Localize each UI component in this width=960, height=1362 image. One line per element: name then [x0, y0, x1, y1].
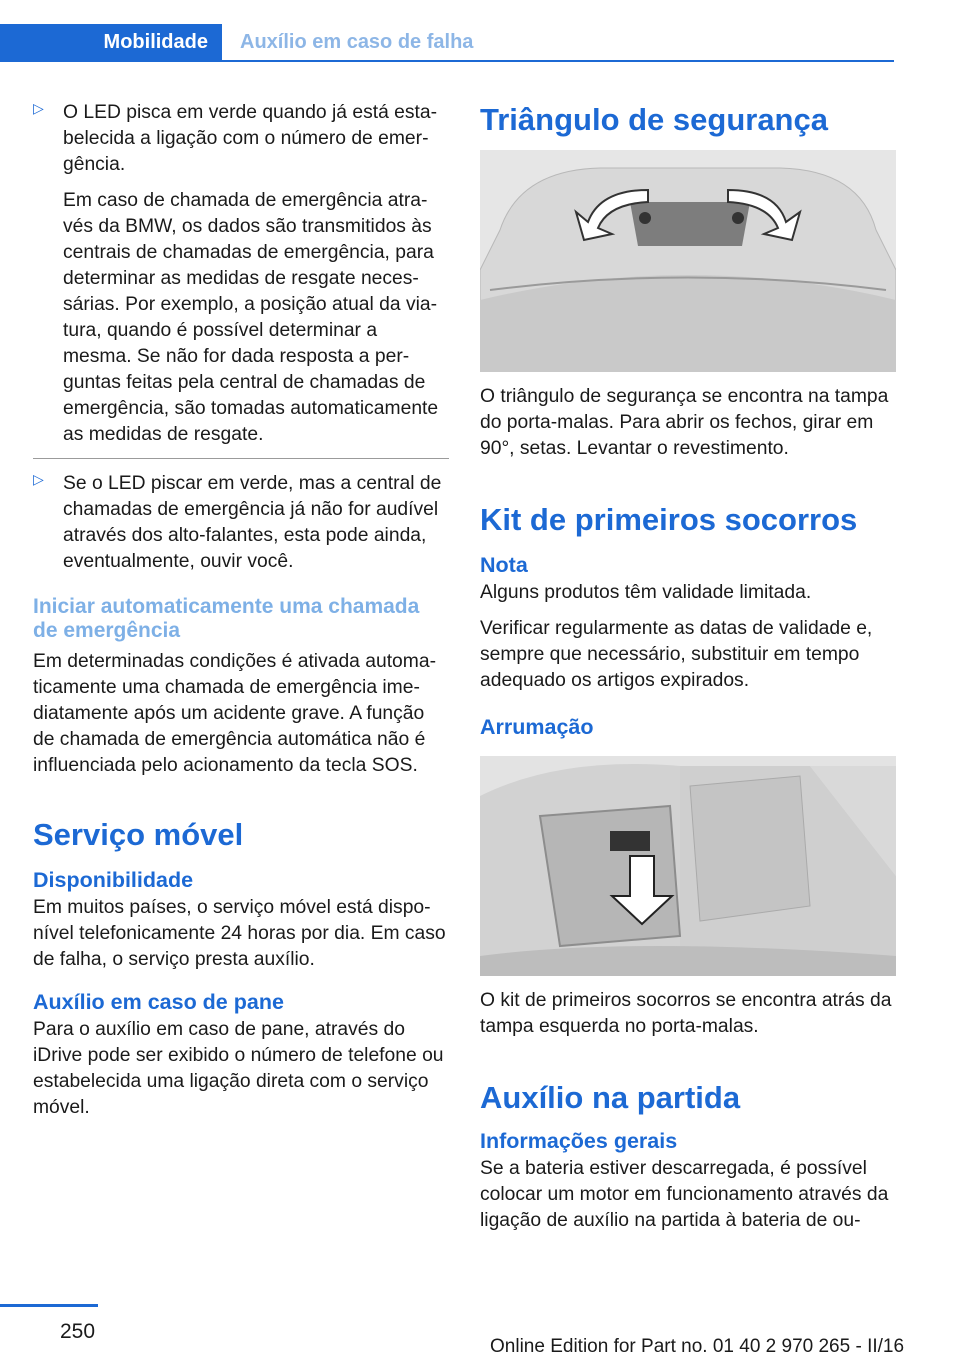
edition-note: Online Edition for Part no. 01 40 2 970 265 - II/16	[490, 1336, 905, 1357]
bullet-text: O LED pisca em verde quando já está estabelecida a ligação com o número de emergência.	[63, 102, 438, 175]
first-aid-text: O kit de primeiros socorros se encontra atrás da tampa esquerda no porta-malas.	[480, 990, 892, 1037]
note-text-1: Alguns produtos têm validade limitada.	[480, 582, 812, 603]
first-aid-title: Kit de primeiros socorros	[480, 502, 858, 537]
section-tab	[0, 24, 222, 62]
trunk-compartment-image	[480, 756, 896, 976]
storage-heading: Arrumação	[480, 715, 594, 739]
breakdown-text: Para o auxílio em caso de pane, através do iDrive pode ser exibido o número de telefone ou estabelecida uma ligação direta com o serviço móvel.	[33, 1019, 444, 1118]
header-rule	[222, 60, 894, 62]
bullet-item	[33, 100, 449, 448]
auto-call-heading: Iniciar automaticamente uma chamada de emergência	[33, 595, 420, 642]
triangle-title: Triângulo de segurança	[480, 102, 828, 137]
triangle-text: O triângulo de segurança se encontra na tampa do porta-malas. Para abrir os fechos, girar em 90°, setas. Levantar o revestimento.	[480, 386, 889, 459]
jump-start-title: Auxílio na partida	[480, 1080, 741, 1115]
auto-call-text: Em determinadas condições é ativada automaticamente uma chamada de emergência imediatamente após um acidente grave. A função de chamada de emergência automática não é influenciada pelo acionamento da tecla SOS.	[33, 651, 436, 776]
note-heading: Nota	[480, 553, 528, 577]
page-number: 250	[60, 1320, 96, 1343]
bullet-subtext: Em caso de chamada de emergência através da BMW, os dados são transmitidos às centrais de chamadas de emergência, para determinar as medidas de resgate necessárias. Por exemplo, a posição atual da viatura, quando é possível determinar a mesma. Se não for dada resposta a perguntas feitas pela central de chamadas de emergência, são tomadas automaticamente as medidas de resgate.	[63, 190, 439, 445]
breakdown-heading: Auxílio em caso de pane	[33, 990, 284, 1014]
page-header	[0, 0, 960, 62]
left-column	[33, 100, 449, 1131]
footer-rule	[0, 1304, 98, 1307]
bullet-triangle-icon: ▷	[33, 100, 44, 116]
mobile-service-title: Serviço móvel	[33, 817, 244, 852]
general-info-text: Se a bateria estiver descarregada, é possível colocar um motor em funcionamento através da ligação de auxílio na partida à bateria de ou-	[480, 1158, 889, 1231]
section-label: Mobilidade	[103, 31, 208, 53]
general-info-heading: Informações gerais	[480, 1129, 678, 1153]
bullet-text: Se o LED piscar em verde, mas a central de chamadas de emergência já não for audível através dos alto-falantes, esta pode ainda, eventualmente, ouvir você.	[63, 473, 442, 572]
divider	[33, 458, 449, 459]
availability-heading: Disponibilidade	[33, 868, 194, 892]
right-column	[480, 100, 896, 1244]
chapter-label: Auxílio em caso de falha	[240, 31, 474, 53]
availability-text: Em muitos países, o serviço móvel está disponível telefonicamente 24 horas por dia. Em caso de falha, o serviço presta auxílio.	[33, 897, 446, 970]
bullet-triangle-icon: ▷	[33, 471, 44, 487]
bullet-item	[33, 471, 449, 575]
trunk-lid-image	[480, 150, 896, 372]
note-text-2: Verificar regularmente as datas de validade e, sempre que necessário, substituir em tempo adequado os artigos expirados.	[480, 618, 873, 691]
